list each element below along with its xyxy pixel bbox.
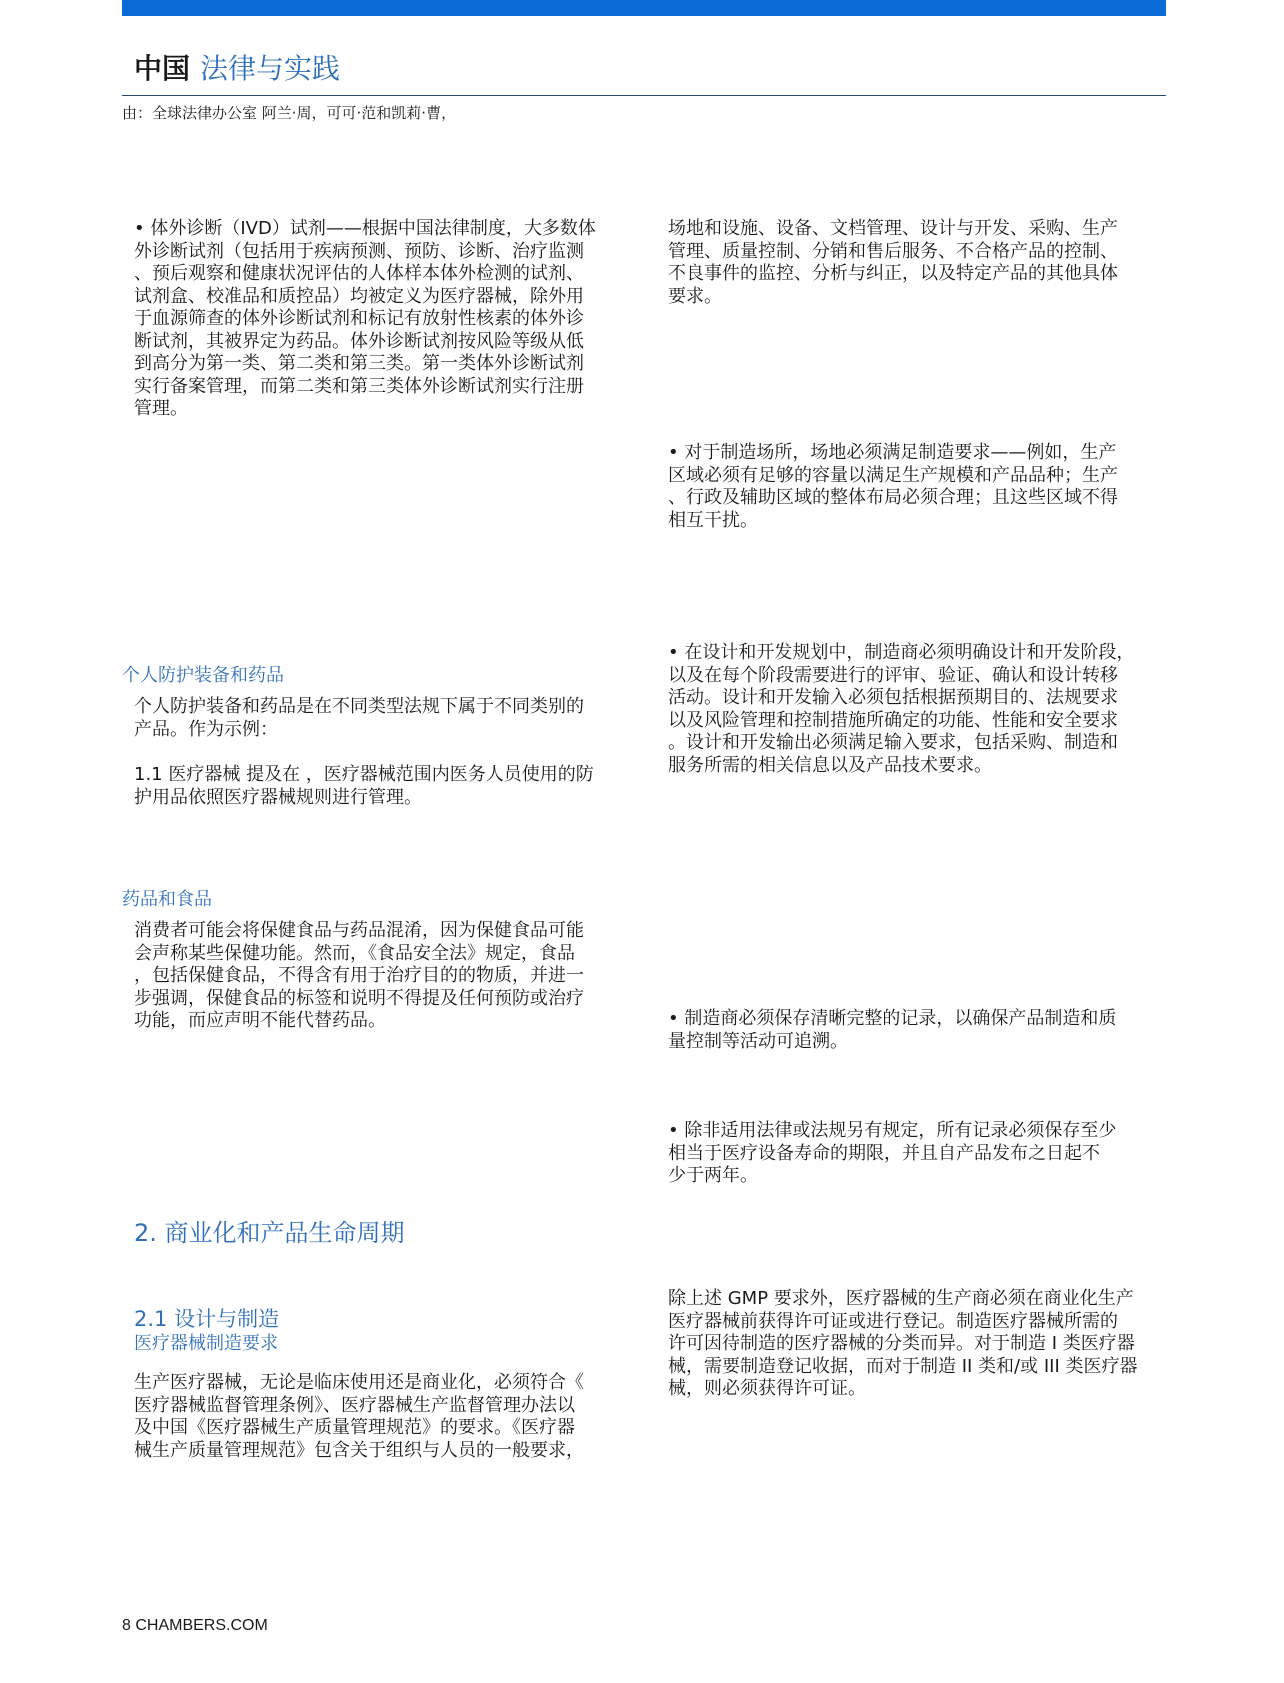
header-divider — [122, 95, 1166, 96]
records-bullet: • 制造商必须保存清晰完整的记录，以确保产品制造和质 量控制等活动可追溯。 — [668, 1008, 1117, 1052]
manufacturing-text: 生产医疗器械，无论是临床使用还是商业化，必须符合《 医疗器械监督管理条例》、医疗器械生产监督管理办法以 及中国《医疗器械生产质量管理规范》的要求。《医疗器 械生产质量管理规范》包含关于组织与人员的一般要求， — [134, 1372, 584, 1461]
page-title-country: 中国 — [134, 52, 191, 85]
page-footer: 8 CHAMBERS.COM — [122, 1617, 268, 1634]
sub-sub-heading: 医疗器械制造要求 — [134, 1333, 278, 1354]
site-bullet: • 对于制造场所，场地必须满足制造要求——例如，生产 区域必须有足够的容量以满足生产规模和产品品种；生产 、行政及辅助区域的整体布局必须合理；且这些区域不得 相互干扰。 — [668, 442, 1118, 531]
sub-heading: 2.1 设计与制造 — [134, 1307, 280, 1331]
retention-bullet: • 除非适用法律或法规另有规定，所有记录必须保存至少 相当于医疗设备寿命的期限，并且自产品发布之日起不 少于两年。 — [668, 1120, 1117, 1186]
ivd-bullet: • 体外诊断（IVD）试剂——根据中国法律制度，大多数体 外诊断试剂（包括用于疾病预测、预防、诊断、治疗监测 、预后观察和健康状况评估的人体样本体外检测的试剂、 试剂盒、校准品和质控品）均被定义为医疗器械，除外用 于血源筛查的体外诊断试剂和标记有放射性核素的体外诊 断试剂，其被界定为药品。体外诊断试剂按风险等级从低 到高分为第一类、第二类和第三类。第一类体外诊断试剂 实行备案管理，而第二类和第三类体外诊断试剂实行注册 管理。 — [134, 218, 596, 419]
byline: 由：全球法律办公室 阿兰·周，可可·范和凯莉·曹， — [122, 104, 457, 122]
food-heading: 药品和食品 — [122, 889, 212, 910]
page-title-subtitle: 法律与实践 — [200, 52, 341, 85]
section-heading: 2. 商业化和产品生命周期 — [134, 1219, 405, 1247]
ppe-item: 1.1 医疗器械 提及在 ，医疗器械范围内医务人员使用的防 护用品依照医疗器械规则进行管理。 — [134, 764, 594, 808]
page-title — [134, 52, 340, 86]
food-text: 消费者可能会将保健食品与药品混淆，因为保健食品可能 会声称某些保健功能。然而，《食品安全法》规定，食品 ，包括保健食品，不得含有用于治疗目的的物质，并进一 步强调，保健食品的标签和说明不得提及任何预防或治疗 功能，而应声明不能代替药品。 — [134, 920, 584, 1031]
ppe-intro: 个人防护装备和药品是在不同类型法规下属于不同类别的 产品。作为示例： — [134, 696, 584, 740]
top-accent-bar — [122, 0, 1166, 16]
license-text: 除上述 GMP 要求外，医疗器械的生产商必须在商业化生产 医疗器械前获得许可证或进行登记。制造医疗器械所需的 许可因待制造的医疗器械的分类而异。对于制造 I 类医疗器 械，需要制造登记收据，而对于制造 II 类和/或 III 类医疗器 械，则必须获得许可证。 — [668, 1288, 1138, 1399]
ppe-heading: 个人防护装备和药品 — [122, 665, 284, 686]
continuation-text: 场地和设施、设备、文档管理、设计与开发、采购、生产 管理、质量控制、分销和售后服务、不合格产品的控制、 不良事件的监控、分析与纠正，以及特定产品的其他具体 要求。 — [668, 218, 1118, 307]
design-bullet: • 在设计和开发规划中，制造商必须明确设计和开发阶段， 以及在每个阶段需要进行的评审、验证、确认和设计转移 活动。设计和开发输入必须包括根据预期目的、法规要求 以及风险管理和控制措施所确定的功能、性能和安全要求 。设计和开发输出必须满足输入要求，包括采购、制造和 服务所需的相关信息以及产品技术要求。 — [668, 642, 1135, 776]
